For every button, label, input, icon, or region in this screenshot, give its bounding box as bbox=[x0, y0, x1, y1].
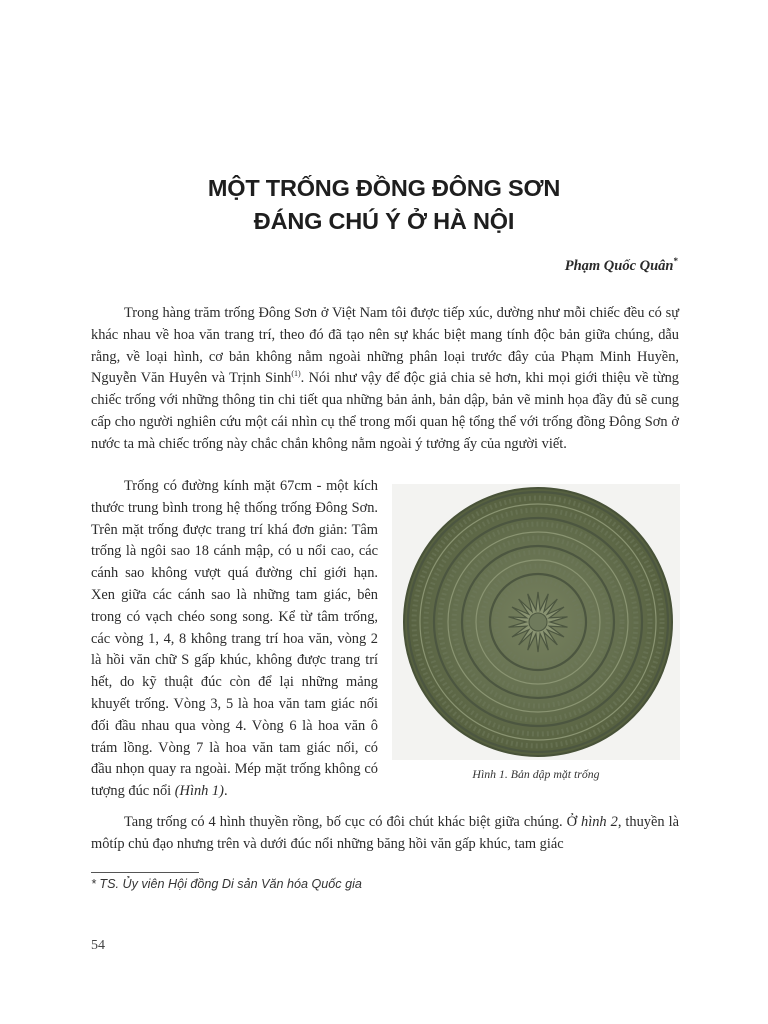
article-title bbox=[0, 172, 768, 238]
page-number: 54 bbox=[91, 938, 105, 953]
author-footnote-mark: * bbox=[673, 256, 678, 266]
title-line-1: MỘT TRỐNG ĐỒNG ĐÔNG SƠN bbox=[207, 175, 561, 201]
paragraph-intro bbox=[91, 303, 679, 456]
paragraph-drum-face-end: . bbox=[223, 783, 228, 800]
footnote: * TS. Ủy viên Hội đồng Di sản Văn hóa Quốc gia bbox=[91, 877, 362, 891]
author-byline bbox=[565, 256, 678, 275]
drum-rubbing-image bbox=[392, 484, 680, 760]
figure-drum-rubbing bbox=[392, 484, 680, 760]
paragraph-drum-body-text-b: , thuyền là môtíp chủ đạo nhưng trên và dưới đúc nổi những băng hồi văn gấp khúc, tam giác bbox=[91, 814, 679, 852]
author-name: Phạm Quốc Quân bbox=[564, 257, 674, 274]
reference-marker: (1) bbox=[291, 369, 301, 379]
paragraph-drum-body bbox=[91, 812, 679, 856]
figure-reference: (Hình 1) bbox=[174, 783, 224, 800]
title-line-2: ĐÁNG CHÚ Ý Ở HÀ NỘI bbox=[253, 208, 515, 234]
paragraph-drum-face-text: Trống có đường kính mặt 67cm - một kích thước trung bình trong hệ thống trống Đông Sơn. Trên mặt trống được trang trí khá đơn giản: Tâm trống là ngôi sao 18 cánh mập, có u nổi cao, các cánh sao không vượt quá đường chỉ giới hạn. Xen giữa các cánh sao là những tam giác, bên trong có vạch chéo song song. Kể từ tâm trống, các vòng 1, 4, 8 không trang trí hoa văn, vòng 2 là hồi văn chữ S gấp khúc, không được trang trí hết, do kỹ thuật đúc còn để lại những mảng khuyết trống. Vòng 3, 5 là hoa văn tam giác nối đối đầu nhau qua vòng 4. Vòng 6 là hoa văn ô trám lồng. Vòng 7 là hoa văn tam giác nối, có đầu nhọn quay ra ngoài. Mép mặt trống không có tượng đúc nổi bbox=[91, 478, 378, 800]
paragraph-drum-body-text-a: Tang trống có 4 hình thuyền rồng, bố cục có đôi chút khác biệt giữa chúng. Ở bbox=[124, 814, 582, 830]
paragraph-intro-text-a: Trong hàng trăm trống Đông Sơn ở Việt Nam tôi được tiếp xúc, dường như mỗi chiếc đều có sự khác nhau về hoa văn trang trí, theo đó đã tạo nên sự khác biệt mang tính độc bản giữa chúng, dẫu rằng, về loại hình, cơ bản không nằm ngoài những phân loại trước đây của Phạm Minh Huyền, Nguyễn Văn Huyên và Trịnh Sinh bbox=[91, 305, 679, 387]
footnote-divider bbox=[91, 872, 199, 873]
paragraph-drum-face bbox=[91, 476, 378, 803]
center-boss bbox=[529, 613, 547, 631]
figure-2-reference: hình 2 bbox=[581, 814, 618, 830]
figure-caption: Hình 1. Bản dập mặt trống bbox=[472, 767, 600, 781]
paragraph-intro-text-b: . Nói như vậy để độc giả chia sẻ hơn, khi mọi giới thiệu về từng chiếc trống với những thông tin chi tiết qua những bản ảnh, bản dập, bản vẽ minh họa đầy đủ sẽ cung cấp cho người nghiên cứu một cái nhìn cụ thể trong mối quan hệ tổng thể với trống đồng Đông Sơn ở nước ta mà chiếc trống này chắc chắn không nằm ngoài ý tưởng ấy của người viết. bbox=[91, 370, 679, 452]
